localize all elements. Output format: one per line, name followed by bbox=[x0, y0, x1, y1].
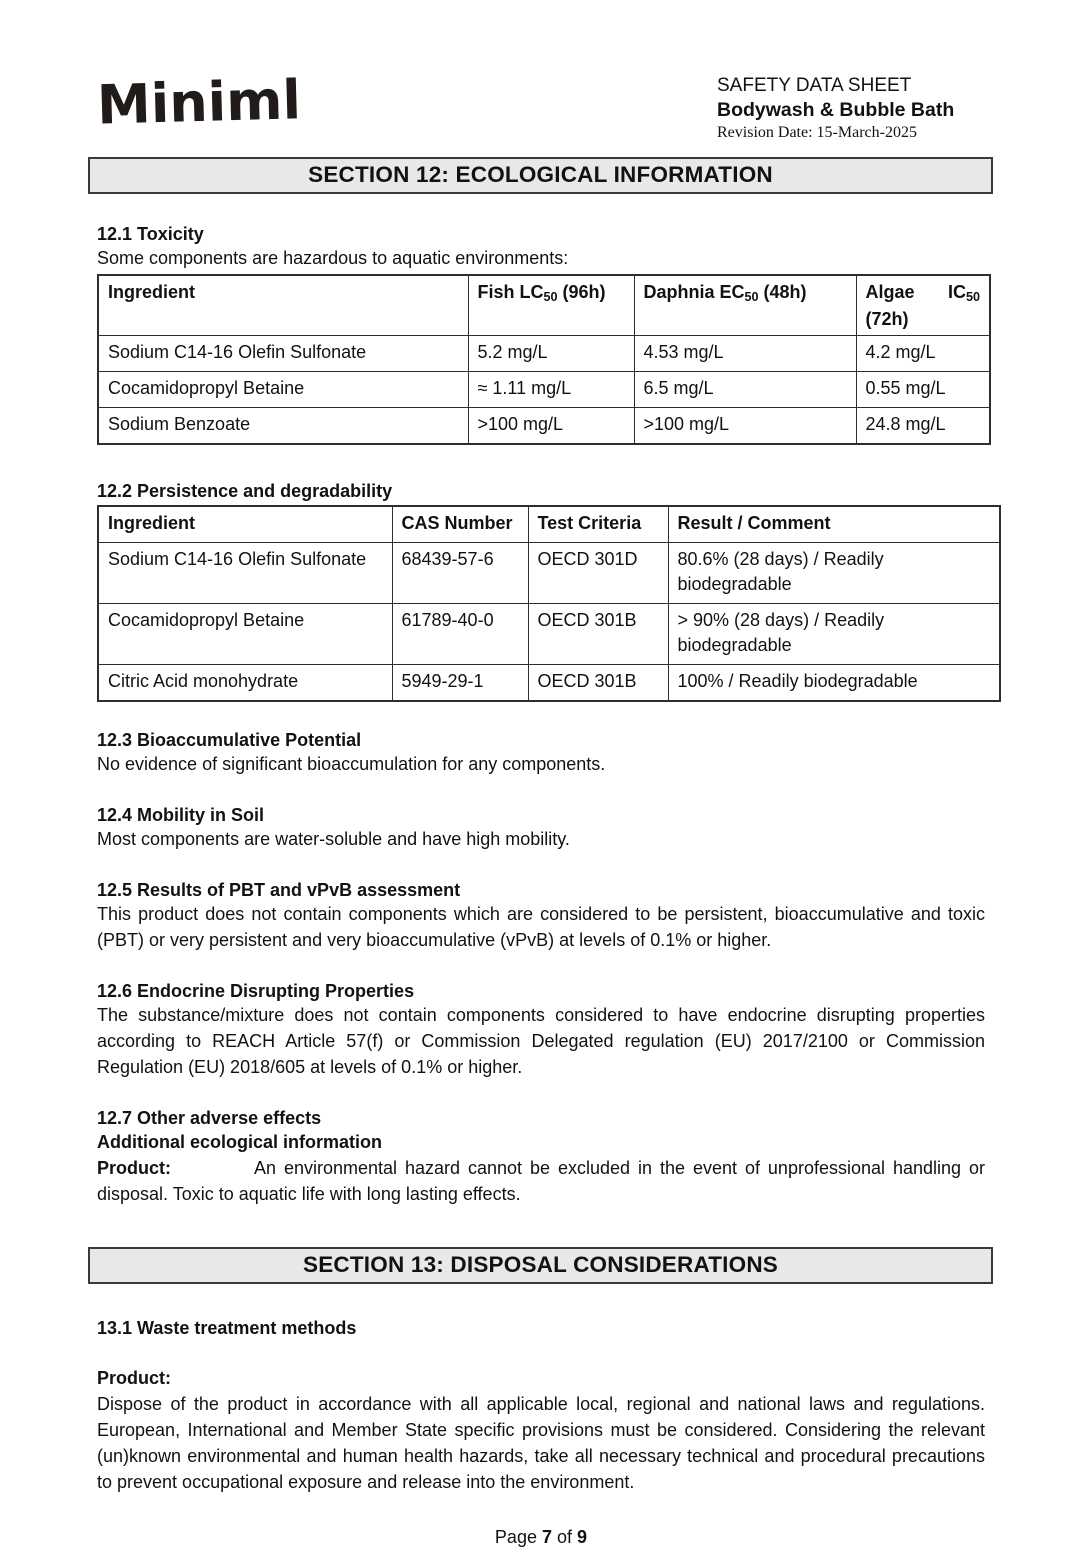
table-cell: OECD 301D bbox=[528, 543, 668, 604]
additional-ecological-info-label: Additional ecological information bbox=[97, 1132, 383, 1153]
table-cell: Cocamidopropyl Betaine bbox=[98, 372, 468, 408]
table-cell: OECD 301B bbox=[528, 604, 668, 665]
col-header-ingredient: Ingredient bbox=[98, 275, 468, 336]
mobility-text: Most components are water-soluble and have high mobility. bbox=[97, 829, 570, 850]
table-cell: Sodium C14-16 Olefin Sulfonate bbox=[98, 543, 392, 604]
disposal-paragraph: Dispose of the product in accordance with all applicable local, regional and national laws and regulations. European, International and Member State specific provisions must be considered. Considering the relevant (un)known environmental and human health hazards, take all necessary technical and procedural precautions to prevent occupational exposure and release into the environment. bbox=[97, 1394, 985, 1493]
table-row bbox=[98, 372, 990, 408]
table-row bbox=[98, 408, 990, 445]
table-cell: OECD 301B bbox=[528, 665, 668, 702]
miniml-logo: Miniml bbox=[96, 68, 302, 137]
heading-12-2-persistence: 12.2 Persistence and degradability bbox=[97, 481, 393, 502]
table-row bbox=[98, 665, 1000, 702]
section-12-title: SECTION 12: ECOLOGICAL INFORMATION bbox=[308, 162, 773, 188]
product-name: Bodywash & Bubble Bath bbox=[717, 98, 955, 121]
toxicity-intro: Some components are hazardous to aquatic environments: bbox=[97, 248, 569, 269]
heading-12-6-endocrine: 12.6 Endocrine Disrupting Properties bbox=[97, 981, 415, 1002]
col-header-test-criteria: Test Criteria bbox=[528, 506, 668, 543]
table-cell: 61789-40-0 bbox=[392, 604, 528, 665]
table-cell: 68439-57-6 bbox=[392, 543, 528, 604]
table-cell: >100 mg/L bbox=[468, 408, 634, 445]
col-header-daphnia-ec50: Daphnia $EC_{50}$ (48h) bbox=[634, 275, 856, 336]
bioaccumulation-text: No evidence of significant bioaccumulation for any components. bbox=[97, 754, 606, 775]
table-cell: Sodium Benzoate bbox=[98, 408, 468, 445]
table-row bbox=[98, 336, 990, 372]
table-cell: >100 mg/L bbox=[634, 408, 856, 445]
table-cell: 24.8 mg/L bbox=[856, 408, 990, 445]
table-cell: 5949-29-1 bbox=[392, 665, 528, 702]
toxicity-table bbox=[97, 274, 991, 445]
product-hazard-text: An environmental hazard cannot be excluded in the event of unprofessional handling or disposal. Toxic to aquatic life with long lasting effects. bbox=[97, 1158, 985, 1205]
footer-page-word: Page bbox=[494, 1527, 537, 1548]
table-cell: 80.6% (28 days) / Readily biodegradable bbox=[668, 543, 1000, 604]
heading-12-3-bioaccumulative: 12.3 Bioaccumulative Potential bbox=[97, 730, 362, 751]
col-header-algae-ic50: Algae $IC_{50}$ (72h) bbox=[856, 275, 990, 336]
table-cell: > 90% (28 days) / Readily biodegradable bbox=[668, 604, 1000, 665]
table-cell: Cocamidopropyl Betaine bbox=[98, 604, 392, 665]
table-cell: 4.53 mg/L bbox=[634, 336, 856, 372]
heading-13-1-waste-treatment: 13.1 Waste treatment methods bbox=[97, 1318, 357, 1339]
table-header-row bbox=[98, 275, 990, 336]
page-header bbox=[96, 68, 985, 143]
header-info bbox=[717, 72, 985, 143]
footer-total-pages: 9 bbox=[577, 1527, 588, 1548]
heading-12-5-pbt: 12.5 Results of PBT and vPvB assessment bbox=[97, 880, 461, 901]
col-header-ingredient: Ingredient bbox=[98, 506, 392, 543]
table-header-row bbox=[98, 506, 1000, 543]
section-12-header-bar bbox=[88, 157, 993, 194]
section-13-title: SECTION 13: DISPOSAL CONSIDERATIONS bbox=[303, 1252, 778, 1278]
table-row bbox=[98, 543, 1000, 604]
endocrine-text: The substance/mixture does not contain components considered to have endocrine disrupting properties according to REACH Article 57(f) or Commission Delegated regulation (EU) 2017/2100 or Commission Regulation (EU) 2018/605 at levels of 0.1% or higher. bbox=[97, 1005, 985, 1078]
product-hazard-paragraph bbox=[97, 1155, 985, 1207]
table-cell: 5.2 mg/L bbox=[468, 336, 634, 372]
page-footer bbox=[97, 1527, 985, 1548]
product-label: Product: bbox=[97, 1158, 171, 1179]
table-cell: Sodium C14-16 Olefin Sulfonate bbox=[98, 336, 468, 372]
table-cell: 0.55 mg/L bbox=[856, 372, 990, 408]
revision-date: Revision Date: 15-March-2025 bbox=[717, 124, 917, 142]
product-label: Product: bbox=[97, 1368, 171, 1389]
table-cell: ≈ 1.11 mg/L bbox=[468, 372, 634, 408]
section-13-header-bar bbox=[88, 1247, 993, 1284]
table-row bbox=[98, 604, 1000, 665]
heading-12-1-toxicity: 12.1 Toxicity bbox=[97, 224, 204, 245]
table-cell: Citric Acid monohydrate bbox=[98, 665, 392, 702]
document-type: SAFETY DATA SHEET bbox=[717, 75, 912, 96]
footer-of-word: of bbox=[557, 1527, 573, 1548]
table-cell: 6.5 mg/L bbox=[634, 372, 856, 408]
pbt-text: This product does not contain components which are considered to be persistent, bioaccumulative and toxic (PBT) or very persistent and very bioaccumulative (vPvB) at levels of 0.1% or higher. bbox=[97, 904, 985, 951]
table-cell: 100% / Readily biodegradable bbox=[668, 665, 1000, 702]
col-header-result-comment: Result / Comment bbox=[668, 506, 1000, 543]
heading-12-7-other-adverse: 12.7 Other adverse effects bbox=[97, 1108, 322, 1129]
col-header-cas-number: CAS Number bbox=[392, 506, 528, 543]
col-header-fish-lc50: Fish $LC_{50}$ (96h) bbox=[468, 275, 634, 336]
heading-12-4-mobility: 12.4 Mobility in Soil bbox=[97, 805, 265, 826]
footer-page-number: 7 bbox=[541, 1527, 552, 1548]
table-cell: 4.2 mg/L bbox=[856, 336, 990, 372]
persistence-table bbox=[97, 505, 1001, 702]
